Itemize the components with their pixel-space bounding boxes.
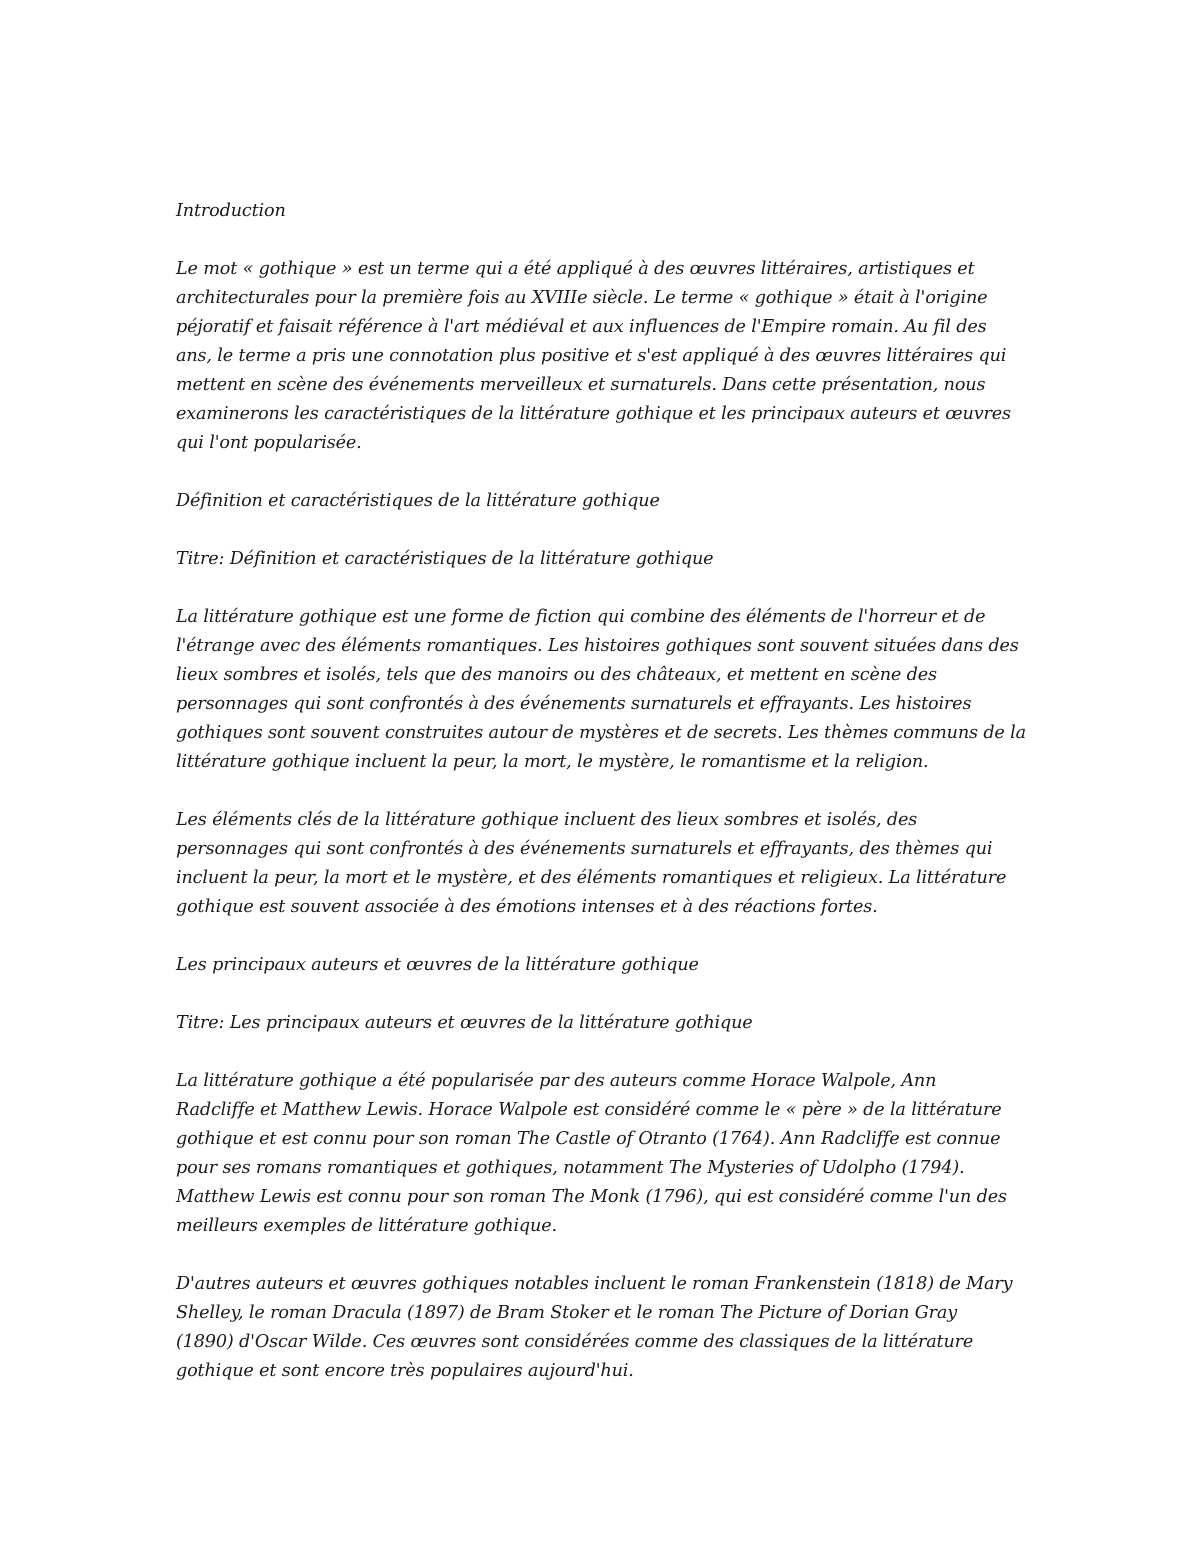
paragraph-line: gothiques sont souvent construites autour de mystères et de secrets. Les thèmes communs de la — [176, 723, 1026, 743]
paragraph-line: (1890) d'Oscar Wilde. Ces œuvres sont considérées comme des classiques de la littérature — [176, 1332, 974, 1352]
paragraph-line: architecturales pour la première fois au XVIIIe siècle. Le terme « gothique » était à l'origine — [176, 288, 988, 308]
paragraph-line: Radcliffe et Matthew Lewis. Horace Walpole est considéré comme le « père » de la littérature — [176, 1100, 1002, 1120]
paragraph-line: personnages qui sont confrontés à des événements surnaturels et effrayants, des thèmes qui — [176, 839, 993, 859]
section-title-definition: Titre: Définition et caractéristiques de la littérature gothique — [176, 549, 714, 569]
paragraph-line: examinerons les caractéristiques de la littérature gothique et les principaux auteurs et œuvres — [176, 404, 1011, 424]
paragraph-line: Les éléments clés de la littérature gothique incluent des lieux sombres et isolés, des — [176, 810, 918, 830]
paragraph-line: lieux sombres et isolés, tels que des manoirs ou des châteaux, et mettent en scène des — [176, 665, 937, 685]
authors-paragraph-2 — [176, 1270, 1036, 1386]
intro-heading: Introduction — [176, 201, 286, 221]
paragraph-line: gothique et sont encore très populaires aujourd'hui. — [176, 1361, 634, 1381]
paragraph-line: gothique est souvent associée à des émotions intenses et à des réactions fortes. — [176, 897, 878, 917]
paragraph-line: gothique et est connu pour son roman The Castle of Otranto (1764). Ann Radcliffe est connue — [176, 1129, 1001, 1149]
intro-paragraph — [176, 255, 1036, 458]
paragraph-line: meilleurs exemples de littérature gothique. — [176, 1216, 557, 1236]
paragraph-line: qui l'ont popularisée. — [176, 433, 362, 453]
paragraph-line: Le mot « gothique » est un terme qui a été appliqué à des œuvres littéraires, artistiques et — [176, 259, 975, 279]
section-title-authors: Titre: Les principaux auteurs et œuvres de la littérature gothique — [176, 1013, 753, 1033]
document-body — [176, 197, 1036, 1415]
definition-paragraph-2 — [176, 806, 1036, 922]
paragraph-line: La littérature gothique a été popularisée par des auteurs comme Horace Walpole, Ann — [176, 1071, 937, 1091]
paragraph-line: pour ses romans romantiques et gothiques, notamment The Mysteries of Udolpho (1794). — [176, 1158, 965, 1178]
authors-paragraph-1 — [176, 1067, 1036, 1241]
paragraph-line: incluent la peur, la mort et le mystère, et des éléments romantiques et religieux. La littérature — [176, 868, 1007, 888]
definition-paragraph-1 — [176, 603, 1036, 777]
paragraph-line: D'autres auteurs et œuvres gothiques notables incluent le roman Frankenstein (1818) de Mary — [176, 1274, 1013, 1294]
paragraph-line: ans, le terme a pris une connotation plus positive et s'est appliqué à des œuvres littéraires qui — [176, 346, 1007, 366]
section-heading-definition: Définition et caractéristiques de la littérature gothique — [176, 491, 660, 511]
paragraph-line: mettent en scène des événements merveilleux et surnaturels. Dans cette présentation, nous — [176, 375, 986, 395]
paragraph-line: La littérature gothique est une forme de fiction qui combine des éléments de l'horreur et de — [176, 607, 986, 627]
paragraph-line: littérature gothique incluent la peur, la mort, le mystère, le romantisme et la religion. — [176, 752, 929, 772]
paragraph-line: personnages qui sont confrontés à des événements surnaturels et effrayants. Les histoires — [176, 694, 972, 714]
paragraph-line: l'étrange avec des éléments romantiques. Les histoires gothiques sont souvent situées dans des — [176, 636, 1019, 656]
section-heading-authors: Les principaux auteurs et œuvres de la littérature gothique — [176, 955, 699, 975]
paragraph-line: péjoratif et faisait référence à l'art médiéval et aux influences de l'Empire romain. Au fil des — [176, 317, 987, 337]
paragraph-line: Matthew Lewis est connu pour son roman The Monk (1796), qui est considéré comme l'un des — [176, 1187, 1007, 1207]
paragraph-line: Shelley, le roman Dracula (1897) de Bram Stoker et le roman The Picture of Dorian Gray — [176, 1303, 957, 1323]
